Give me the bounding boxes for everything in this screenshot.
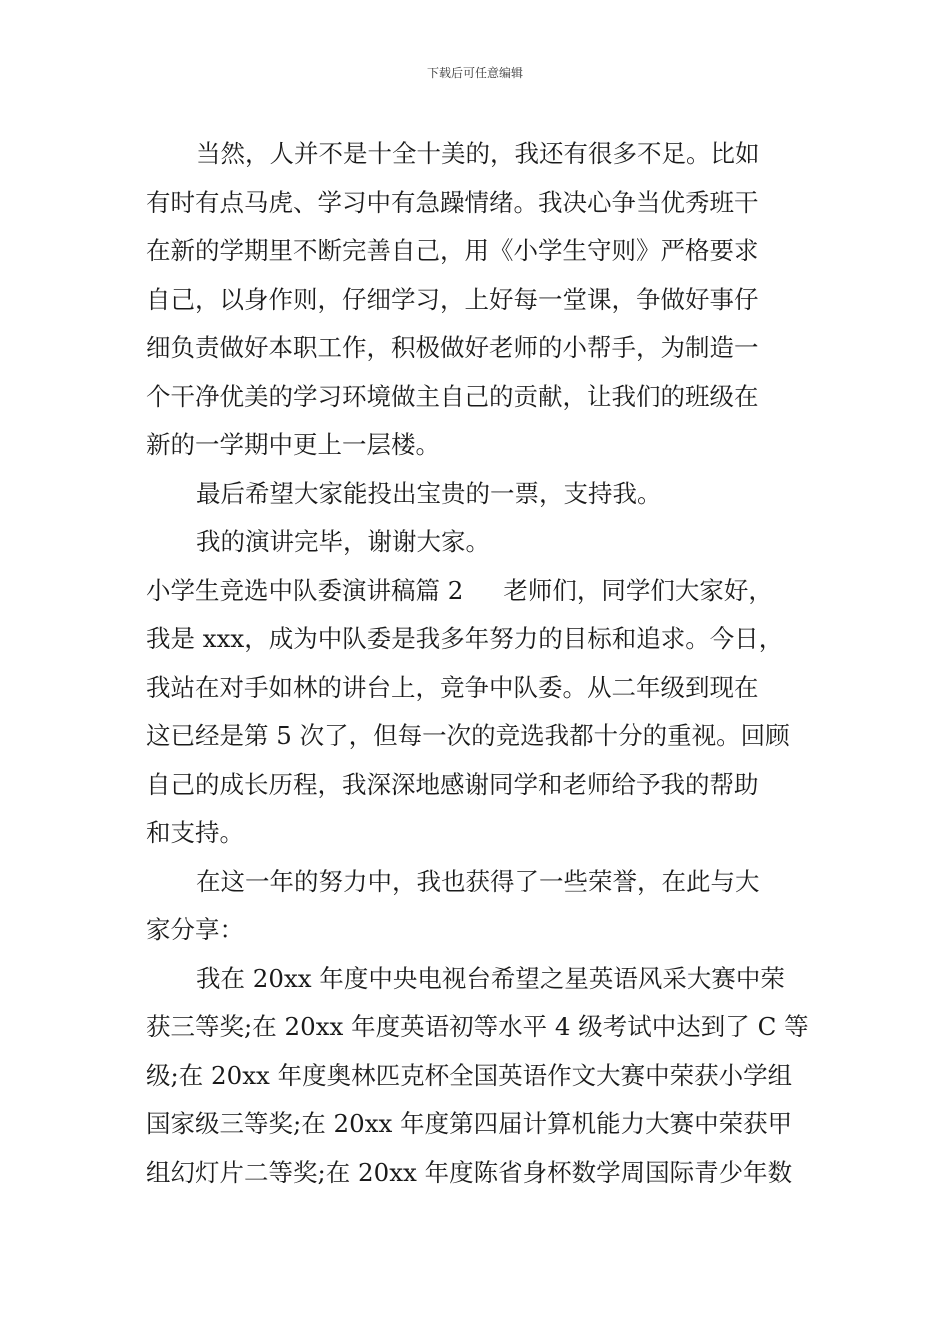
paragraph-line: 这已经是第 5 次了，但每一次的竞选我都十分的重视。回顾	[146, 721, 790, 750]
paragraph-line: 国家级三等奖;在 20xx 年度第四届计算机能力大赛中荣获甲	[146, 1109, 793, 1138]
paragraph-line: 细负责做好本职工作，积极做好老师的小帮手，为制造一	[146, 333, 759, 362]
paragraph-line: 有时有点马虎、学习中有急躁情绪。我决心争当优秀班干	[146, 187, 759, 217]
paragraph-line: 和支持。	[146, 818, 244, 847]
section-title-continuation: 老师们，同学们大家好，	[503, 575, 773, 605]
paragraph-line: 级;在 20xx 年度奥林匹克杯全国英语作文大赛中荣获小学组	[146, 1060, 793, 1090]
paragraph-line: 在新的学期里不断完善自己，用《小学生守则》严格要求	[146, 236, 759, 265]
document-body	[146, 130, 816, 1197]
paragraph-line: 我是 xxx，成为中队委是我多年努力的目标和追求。今日，	[146, 624, 784, 653]
paragraph-line: 当然，人并不是十全十美的，我还有很多不足。比如	[196, 139, 760, 168]
paragraph-line: 自己的成长历程，我深深地感谢同学和老师给予我的帮助	[146, 769, 759, 799]
paragraph-line: 个干净优美的学习环境做主自己的贡献，让我们的班级在	[146, 381, 759, 411]
paragraph-line: 我的演讲完毕，谢谢大家。	[196, 527, 490, 556]
paragraph-line: 家分享：	[146, 915, 244, 944]
paragraph-line: 组幻灯片二等奖;在 20xx 年度陈省身杯数学周国际青少年数	[146, 1157, 793, 1187]
section-title: 小学生竞选中队委演讲稿篇 2	[146, 575, 464, 605]
paragraph-line: 自己，以身作则，仔细学习，上好每一堂课，争做好事仔	[146, 284, 759, 314]
page-header: 下载后可任意编辑	[426, 66, 523, 80]
paragraph-line: 我在 20xx 年度中央电视台希望之星英语风采大赛中荣	[196, 963, 785, 993]
paragraph-line: 获三等奖;在 20xx 年度英语初等水平 4 级考试中达到了 C 等	[146, 1012, 809, 1041]
paragraph-line: 新的一学期中更上一层楼。	[146, 430, 440, 459]
paragraph-line: 在这一年的努力中，我也获得了一些荣誉，在此与大	[196, 866, 760, 896]
section-title-line	[146, 567, 816, 616]
paragraph-line: 我站在对手如林的讲台上，竞争中队委。从二年级到现在	[146, 672, 759, 702]
paragraph-line: 最后希望大家能投出宝贵的一票，支持我。	[196, 478, 662, 508]
